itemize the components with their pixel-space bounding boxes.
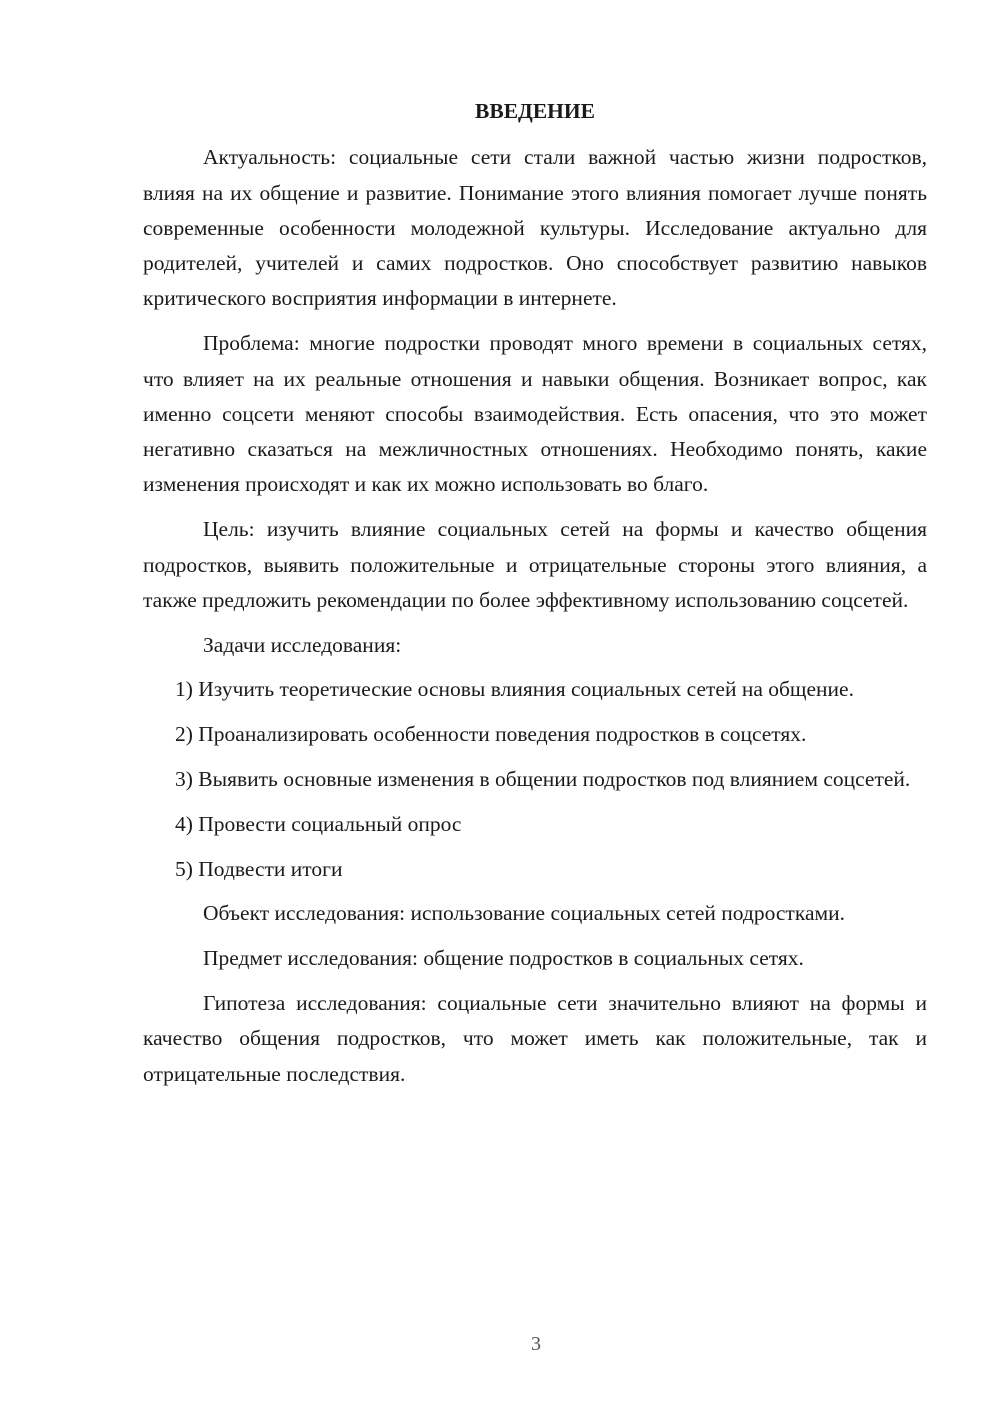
task-item-4: 4) Провести социальный опрос	[175, 811, 462, 836]
page-number: 3	[531, 1333, 541, 1355]
object-paragraph: Объект исследования: использование социальных сетей подростками.	[203, 901, 845, 926]
page-content	[143, 94, 927, 1092]
hypothesis-paragraph: Гипотеза исследования: социальные сети значительно влияют на формы и качество общения подростков, что может иметь как положительные, так и отрицательные последствия.	[143, 991, 927, 1086]
task-item-2: 2) Проанализировать особенности поведения подростков в соцсетях.	[175, 722, 807, 747]
goal-paragraph: Цель: изучить влияние социальных сетей на формы и качество общения подростков, выявить положительные и отрицательные стороны этого влияния, а также предложить рекомендации по более эффективному использованию соцсетей.	[143, 517, 927, 612]
section-heading: ВВЕДЕНИЕ	[475, 99, 595, 123]
tasks-heading: Задачи исследования:	[203, 632, 402, 657]
task-item-3: 3) Выявить основные изменения в общении подростков под влиянием соцсетей.	[175, 767, 911, 792]
subject-paragraph: Предмет исследования: общение подростков в социальных сетях.	[203, 946, 804, 971]
task-item-1: 1) Изучить теоретические основы влияния социальных сетей на общение.	[175, 677, 854, 702]
relevance-paragraph: Актуальность: социальные сети стали важной частью жизни подростков, влияя на их общение и развитие. Понимание этого влияния помогает лучше понять современные особенности молодежной культуры. Исследование актуально для родителей, учителей и самих подростков. Оно способствует развитию навыков критического восприятия информации в интернете.	[143, 145, 927, 311]
task-item-5: 5) Подвести итоги	[175, 856, 343, 881]
problem-paragraph: Проблема: многие подростки проводят много времени в социальных сетях, что влияет на их реальные отношения и навыки общения. Возникает вопрос, как именно соцсети меняют способы взаимодействия. Есть опасения, что это может негативно сказаться на межличностных отношениях. Необходимо понять, какие изменения происходят и как их можно использовать во благо.	[143, 331, 927, 497]
